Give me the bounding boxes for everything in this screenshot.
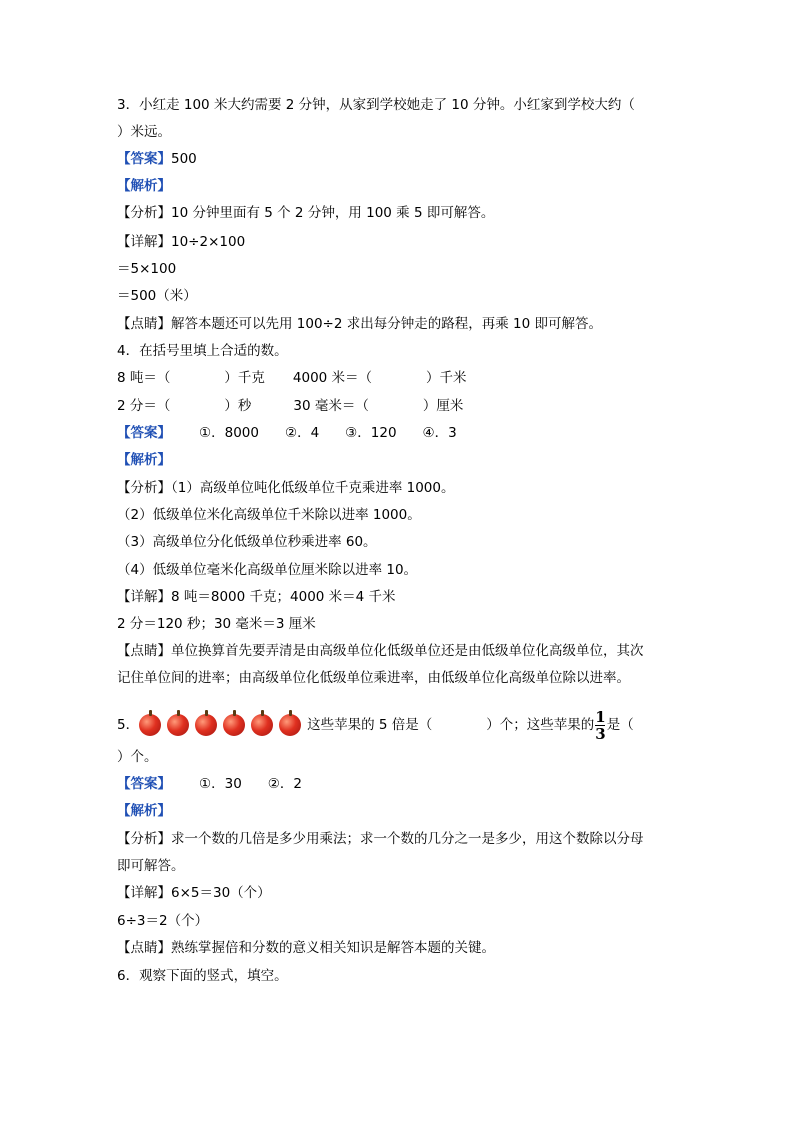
q5-answer-1: ①．30 — [199, 776, 242, 792]
dianjing-tag: 【点睛】 — [117, 316, 171, 332]
q4-row2 — [117, 396, 463, 416]
xiangjie-tag: 【详解】 — [117, 885, 171, 901]
q5-number: 5． — [117, 717, 140, 733]
q4-fenxi-line3: （3）高级单位分化低级单位秒乘进率 60。 — [117, 534, 377, 550]
q5-dianjing: 熟练掌握倍和分数的意义相关知识是解答本题的关键。 — [171, 940, 495, 956]
q3-text-line1: 3．小红走 100 米大约需要 2 分钟，从家到学校她走了 10 分钟。小红家到学校大约（ — [117, 97, 635, 113]
q3-analysis-line — [117, 176, 171, 196]
q5-xiangjie1: 6×5＝30（个） — [171, 885, 271, 901]
q4-row1 — [117, 368, 467, 388]
q4-dianjing1: 单位换算首先要弄清是由高级单位化低级单位还是由低级单位化高级单位，其次 — [171, 643, 644, 659]
q4-answer-4: ④．3 — [422, 425, 457, 441]
q3-xiangjie-line1 — [117, 232, 245, 252]
apple-row — [139, 717, 307, 733]
q4-fenxi-line1 — [117, 478, 455, 498]
q5-text-a: 这些苹果的 5 倍是（ ）个；这些苹果的 — [307, 717, 595, 733]
analysis-tag: 【解析】 — [117, 803, 171, 819]
q4-xiangjie-line1 — [117, 587, 396, 607]
fraction-one-third — [595, 709, 605, 742]
q5-xiangjie-line2: 6÷3＝2（个） — [117, 913, 209, 929]
q3-dianjing: 解答本题还可以先用 100÷2 求出每分钟走的路程，再乘 10 即可解答。 — [171, 316, 603, 332]
frac-numerator: 1 — [595, 707, 606, 726]
q5-xiangjie-line1 — [117, 883, 271, 903]
q4-dianjing-line1 — [117, 641, 644, 661]
q5-line1 — [117, 708, 634, 742]
apple-icon — [139, 714, 161, 736]
dianjing-tag: 【点睛】 — [117, 643, 171, 659]
q5-text-b: 是（ — [606, 717, 634, 733]
q4-row1b: 4000 米＝（ ）千米 — [292, 370, 467, 386]
q3-answer-line — [117, 149, 197, 169]
q3-xiangjie1: 10÷2×100 — [171, 234, 246, 250]
q3-xiangjie-line2: ＝5×100 — [117, 261, 177, 277]
q4-row2b: 30 毫米＝（ ）厘米 — [293, 398, 464, 414]
q4-xiangjie-line2: 2 分＝120 秒；30 毫米＝3 厘米 — [117, 616, 316, 632]
fenxi-tag: 【分析】 — [117, 480, 171, 496]
q4-dianjing-line2: 记住单位间的进率；由高级单位化低级单位乘进率，由低级单位化高级单位除以进率。 — [117, 670, 630, 686]
q4-answer-3: ③．120 — [345, 425, 397, 441]
q4-row2a: 2 分＝（ ）秒 — [117, 398, 252, 414]
apple-icon — [279, 714, 301, 736]
q4-xiangjie1: 8 吨＝8000 千克；4000 米＝4 千米 — [171, 589, 396, 605]
q4-fenxi1: （1）高级单位吨化低级单位千克乘进率 1000。 — [171, 480, 455, 496]
q4-title: 4．在括号里填上合适的数。 — [117, 343, 288, 359]
dianjing-tag: 【点睛】 — [117, 940, 171, 956]
answer-tag: 【答案】 — [117, 776, 171, 792]
apple-icon — [167, 714, 189, 736]
q4-analysis-line — [117, 450, 171, 470]
q5-fenxi1: 求一个数的几倍是多少用乘法；求一个数的几分之一是多少，用这个数除以分母 — [171, 831, 644, 847]
fenxi-tag: 【分析】 — [117, 205, 171, 221]
q3-answer: 500 — [171, 151, 197, 167]
q3-xiangjie-line3: ＝500（米） — [117, 288, 197, 304]
q4-fenxi-line4: （4）低级单位毫米化高级单位厘米除以进率 10。 — [117, 562, 418, 578]
apple-icon — [195, 714, 217, 736]
q4-answer-1: ①．8000 — [199, 425, 259, 441]
q4-row1a: 8 吨＝（ ）千克 — [117, 370, 265, 386]
q6-title: 6．观察下面的竖式，填空。 — [117, 968, 288, 984]
analysis-tag: 【解析】 — [117, 178, 171, 194]
q4-fenxi-line2: （2）低级单位米化高级单位千米除以进率 1000。 — [117, 507, 421, 523]
xiangjie-tag: 【详解】 — [117, 234, 171, 250]
q5-line2: ）个。 — [117, 749, 158, 765]
q5-fenxi-line2: 即可解答。 — [117, 858, 185, 874]
q3-fenxi: 10 分钟里面有 5 个 2 分钟，用 100 乘 5 即可解答。 — [171, 205, 495, 221]
answer-tag: 【答案】 — [117, 151, 171, 167]
q4-answer-2: ②．4 — [284, 425, 320, 441]
q4-answer-line — [117, 423, 457, 443]
q5-analysis-line — [117, 801, 171, 821]
q5-answer-line — [117, 774, 302, 794]
q5-fenxi-line1 — [117, 829, 644, 849]
answer-tag: 【答案】 — [117, 425, 171, 441]
fenxi-tag: 【分析】 — [117, 831, 171, 847]
xiangjie-tag: 【详解】 — [117, 589, 171, 605]
q3-fenxi-line — [117, 203, 494, 223]
apple-icon — [223, 714, 245, 736]
analysis-tag: 【解析】 — [117, 452, 171, 468]
q5-answer-2: ②．2 — [267, 776, 302, 792]
apple-icon — [251, 714, 273, 736]
q5-dianjing-line — [117, 938, 495, 958]
frac-denominator: 3 — [595, 724, 606, 743]
q3-text-line2: ）米远。 — [117, 124, 171, 140]
q3-dianjing-line — [117, 314, 602, 334]
